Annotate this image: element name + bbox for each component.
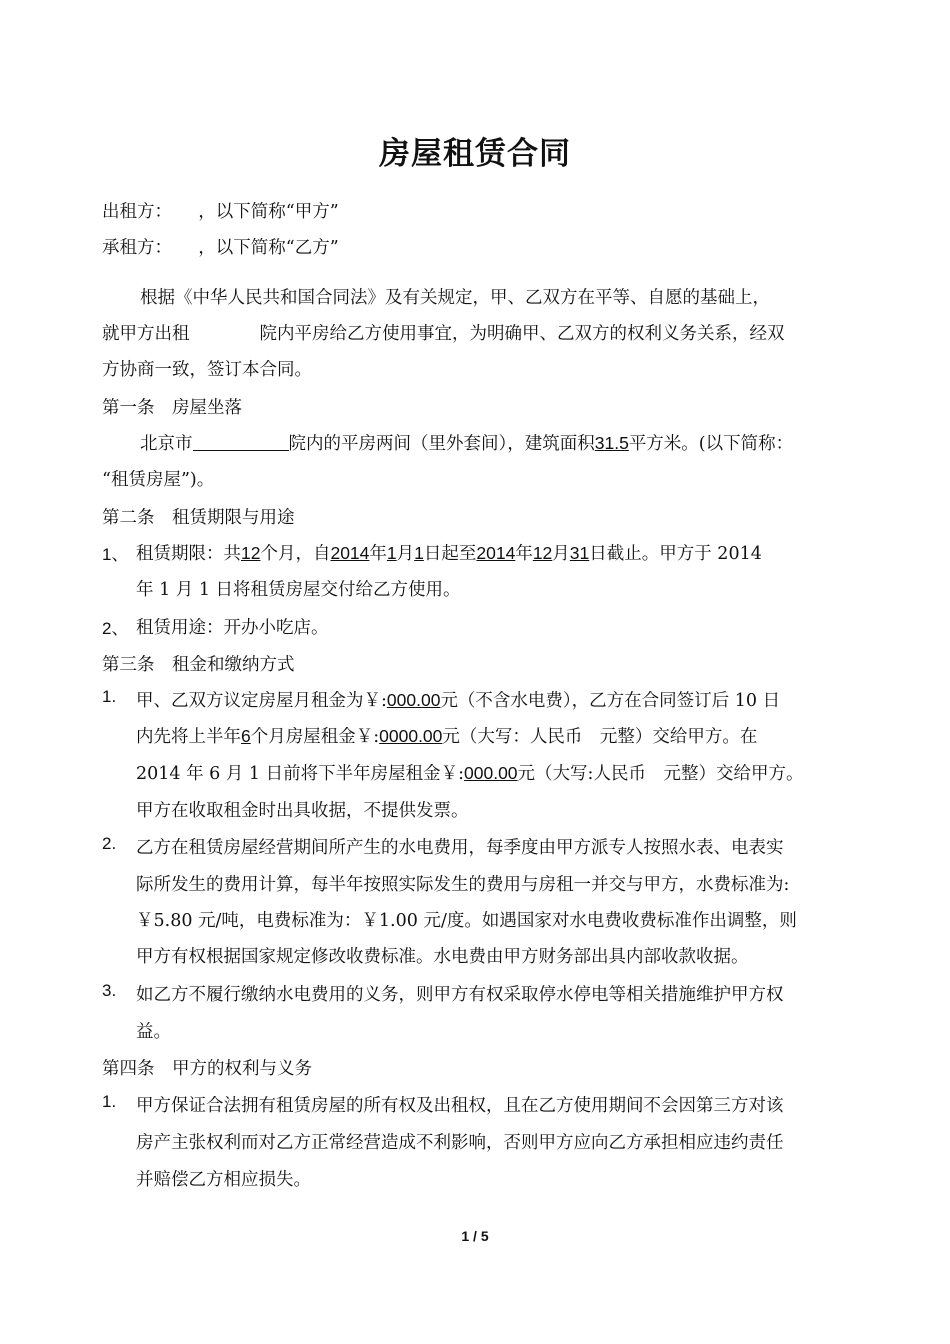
list-number: 3. [102,981,117,1000]
article-2-item-2: 租赁用途：开办小吃店。 [136,618,329,638]
article-1-line-2: “租赁房屋”)。 [102,470,215,490]
article-3-item-1-line-1: 甲、乙双方议定房屋月租金为￥:000.00元（不含水电费），乙方在合同签订后 10 日 [136,690,781,711]
article-1-heading: 第一条 房屋坐落 [102,398,242,418]
article-3-item-3-line-1: 如乙方不履行缴纳水电费用的义务，则甲方有权采取停水停电等相关措施维护甲方权 [136,985,784,1005]
article-3-item-2-line-1: 乙方在租赁房屋经营期间所产生的水电费用，每季度由甲方派专人按照水表、电表实 [136,838,784,858]
lessee-line: 承租方： ，以下简称“乙方” [102,238,339,258]
list-number: 2、 [102,619,129,638]
address-blank [193,434,289,451]
article-3-item-3-line-2: 益。 [136,1022,171,1042]
article-2-heading: 第二条 租赁期限与用途 [102,508,295,528]
preamble-line-1: 根据《中华人民共和国合同法》及有关规定，甲、乙双方在平等、自愿的基础上， [140,288,770,308]
article-4-item-1-line-2: 房产主张权利而对乙方正常经营造成不利影响，否则甲方应向乙方承担相应违约责任 [136,1133,784,1153]
article-4-heading: 第四条 甲方的权利与义务 [102,1059,312,1079]
article-1-line-1: 北京市 院内的平房两间（里外套间），建筑面积31.5平方米。(以下简称： [140,433,794,454]
article-3-item-2-line-4: 甲方有权根据国家规定修改收费标准。水电费由甲方财务部出具内部收款收据。 [136,947,749,967]
lessor-line: 出租方： ，以下简称“甲方” [102,202,339,222]
list-number: 1. [102,687,117,706]
article-2-item-1: 租赁期限：共12个月，自2014年1月1日起至2014年12月31日截止。甲方于 2014 [136,543,762,564]
article-3-item-1-line-2: 内先将上半年6个月房屋租金￥:0000.00元（大写：人民币 元整）交给甲方。在 [136,726,758,747]
article-4-item-1-line-1: 甲方保证合法拥有租赁房屋的所有权及出租权，且在乙方使用期间不会因第三方对该 [136,1096,784,1116]
list-number: 1. [102,1092,117,1111]
preamble-line-2: 就甲方出租 院内平房给乙方使用事宜，为明确甲、乙双方的权利义务关系，经双 [102,324,785,344]
preamble-line-3: 方协商一致，签订本合同。 [102,360,312,380]
document-title: 房屋租赁合同 [379,136,571,172]
page-number: 1 / 5 [461,1228,489,1244]
list-number: 1、 [102,545,129,564]
article-3-item-2-line-2: 际所发生的费用计算，每半年按照实际发生的费用与房租一并交与甲方，水费标准为: [136,875,790,895]
area-value: 31.5 [594,433,629,453]
article-3-heading: 第三条 租金和缴纳方式 [102,655,295,675]
article-2-item-1-cont: 年 1 月 1 日将租赁房屋交付给乙方使用。 [136,580,461,600]
article-3-item-1-line-3: 2014 年 6 月 1 日前将下半年房屋租金￥:000.00元（大写:人民币 元整）交给甲方。 [136,763,804,784]
article-3-item-2-line-3: ￥5.80 元/吨，电费标准为：￥1.00 元/度。如遇国家对水电费收费标准作出调整，则 [136,911,797,931]
list-number: 2. [102,834,117,853]
article-4-item-1-line-3: 并赔偿乙方相应损失。 [136,1170,311,1190]
article-3-item-1-line-4: 甲方在收取租金时出具收据，不提供发票。 [136,801,469,821]
